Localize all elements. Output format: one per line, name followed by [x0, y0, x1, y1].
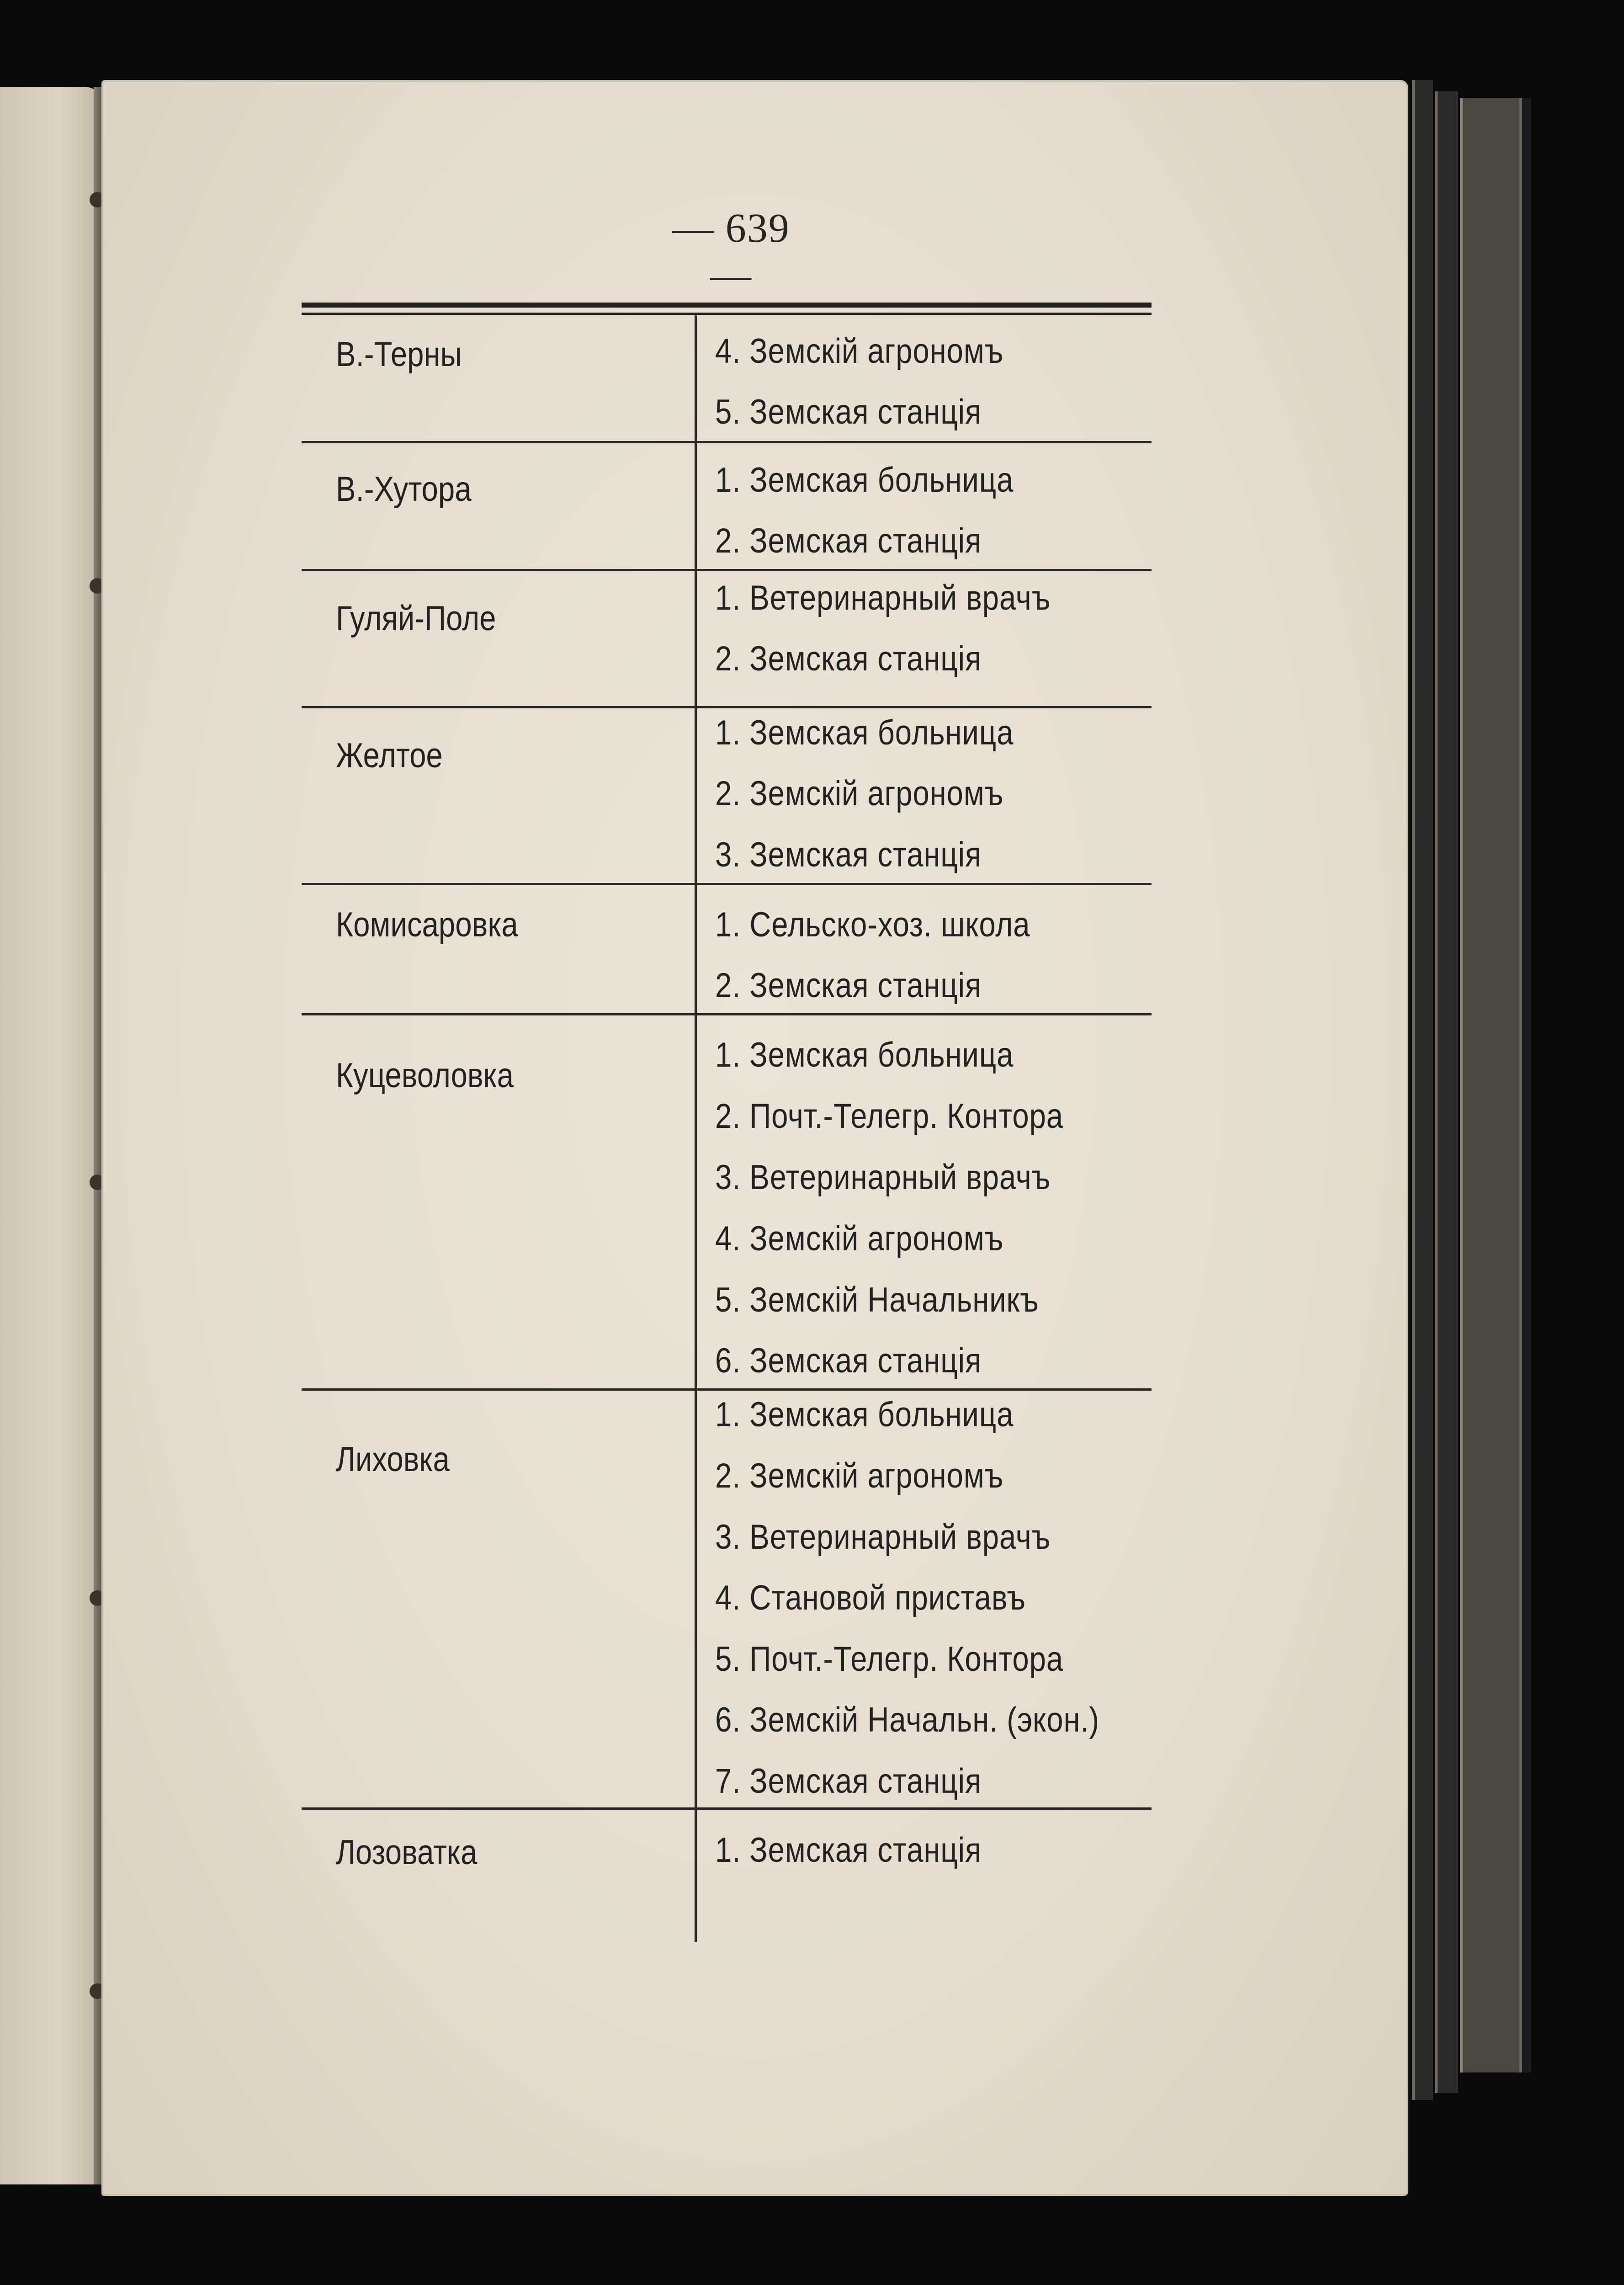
list-item: 7. Земская станція [715, 1762, 982, 1801]
page-stack-edge [1519, 98, 1531, 2072]
list-item: 1. Земская больница [715, 461, 1014, 500]
list-item: 2. Земская станція [715, 639, 982, 678]
page-stack-edge [1412, 80, 1433, 2100]
place-name: Желтое [336, 736, 443, 775]
row-separator [302, 706, 1152, 708]
place-name: Лозоватка [336, 1833, 478, 1872]
top-rule [302, 313, 1152, 315]
column-divider [695, 315, 697, 1942]
list-item: 3. Ветеринарный врачъ [715, 1518, 1051, 1557]
list-item: 4. Становой приставъ [715, 1578, 1026, 1617]
row-separator [302, 1013, 1152, 1015]
place-name: Комисаровка [336, 905, 518, 944]
list-item: 1. Сельско-хоз. школа [715, 905, 1030, 944]
place-name: В.-Хутора [336, 470, 472, 509]
list-item: 2. Почт.-Телегр. Контора [715, 1097, 1064, 1136]
list-item: 6. Земская станція [715, 1341, 982, 1380]
page-number: — 639 — [672, 206, 790, 298]
row-separator [302, 1388, 1152, 1391]
list-item: 5. Земская станція [715, 393, 982, 431]
list-item: 1. Ветеринарный врачъ [715, 579, 1051, 617]
list-item: 4. Земскій агрономъ [715, 332, 1004, 371]
list-item: 1. Земская больница [715, 1395, 1014, 1434]
place-name: Лиховка [336, 1440, 450, 1479]
list-item: 5. Почт.-Телегр. Контора [715, 1640, 1064, 1679]
list-item: 1. Земская станція [715, 1831, 982, 1870]
place-name: Куцеволовка [336, 1056, 514, 1095]
row-separator [302, 883, 1152, 885]
top-rule [302, 303, 1152, 308]
list-item: 2. Земская станція [715, 966, 982, 1005]
list-item: 2. Земская станція [715, 521, 982, 560]
row-separator [302, 1807, 1152, 1810]
place-name: В.-Терны [336, 335, 462, 374]
list-item: 3. Ветеринарный врачъ [715, 1158, 1051, 1197]
page-stack-edge [1435, 91, 1458, 2093]
row-separator [302, 441, 1152, 443]
list-item: 3. Земская станція [715, 835, 982, 874]
list-item: 1. Земская больница [715, 713, 1014, 752]
list-item: 2. Земскій агрономъ [715, 1456, 1004, 1495]
page-stack-edge [1460, 98, 1522, 2072]
list-item: 4. Земскій агрономъ [715, 1219, 1004, 1258]
place-name: Гуляй-Поле [336, 599, 496, 638]
left-page-edge [0, 87, 98, 2184]
list-item: 1. Земская больница [715, 1036, 1014, 1074]
row-separator [302, 569, 1152, 571]
list-item: 2. Земскій агрономъ [715, 774, 1004, 813]
list-item: 6. Земскій Начальн. (экон.) [715, 1700, 1100, 1739]
list-item: 5. Земскій Начальникъ [715, 1281, 1039, 1319]
